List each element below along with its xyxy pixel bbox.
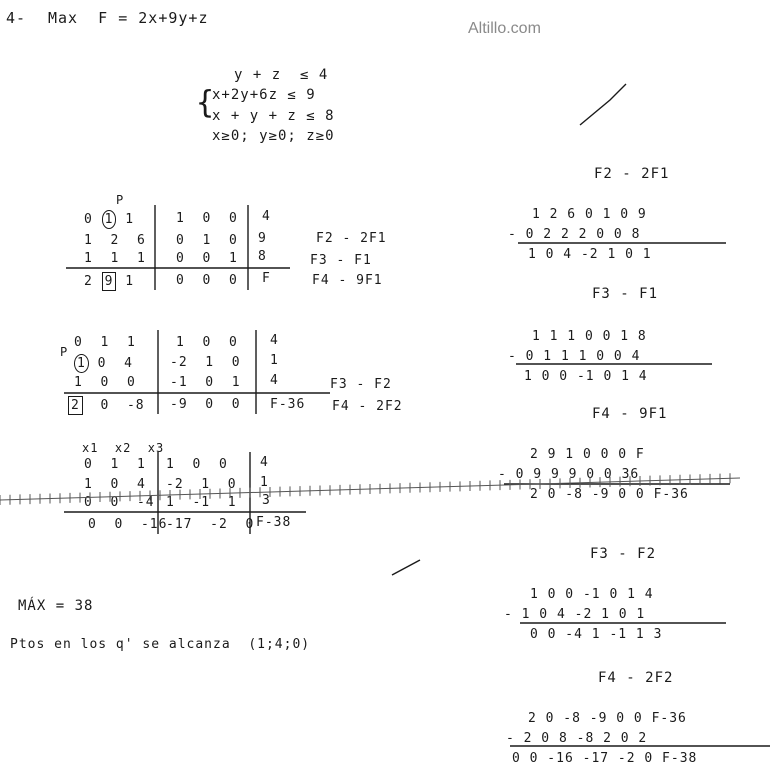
side-op-title: F3 - F1 [592,286,659,302]
side-op-row-a: 1 2 6 0 1 0 9 [532,207,647,222]
side-op-result: 1 0 0 -1 0 1 4 [524,369,648,384]
tableau-1-rhs: 8 [258,249,267,264]
tableau-3-rhs: F-38 [256,515,292,530]
tableau-3-row: 1 0 4 [84,477,146,492]
side-op-result: 2 0 -8 -9 0 0 F-36 [530,487,689,502]
side-op-row-b: - 2 0 8 -8 2 0 2 [506,731,648,746]
tableau-2-row: 0 1 1 [74,335,136,350]
side-op-result: 0 0 -4 1 -1 1 3 [530,627,663,642]
side-op-result: 1 0 4 -2 1 0 1 [528,247,652,262]
constraint-1: y + z ≤ 4 [234,67,329,83]
side-op-row-b: - 0 9 9 9 0 0 36 [498,467,640,482]
tableau-2-row-right: -1 0 1 [170,375,241,390]
side-op-row-b: - 1 0 4 -2 1 0 1 [504,607,646,622]
pen-mark [580,84,626,125]
tableau-1-rhs: 9 [258,231,267,246]
tableau-2-rhs: 4 [270,333,279,348]
side-op-row-b: - 0 2 2 2 0 0 8 [508,227,641,242]
side-op-title: F3 - F2 [590,546,657,562]
pivot-circle: 1 [102,210,117,229]
tableau-1-row-right: 1 0 0 [176,211,238,226]
constraint-nonneg: x≥0; y≥0; z≥0 [212,128,335,144]
tableau-3-row: 0 1 1 [84,457,146,472]
tableau-3-rhs: 1 [260,475,269,490]
watermark: Altillo.com [468,20,541,37]
tableau-1-row-right: 0 1 0 [176,233,238,248]
tableau-2-rhs: F-36 [270,397,306,412]
tableau-3-row-right: -2 1 0 [166,477,237,492]
optimal-point: Ptos en los q' se alcanza (1;4;0) [10,637,311,652]
row-operation: F3 - F1 [310,253,372,268]
pivot-box: 2 [68,396,83,415]
side-op-title: F4 - 2F2 [598,670,674,686]
tableau-1-rhs: 4 [262,209,271,224]
tableau-1-row: 1 2 6 [84,233,146,248]
tableau-2-rhs: 1 [270,353,279,368]
side-op-row-a: 2 0 -8 -9 0 0 F-36 [528,711,687,726]
tableau-3-row-right: 1 -1 1 [166,495,237,510]
tableau-3-row-right: -17 -2 0 [166,517,255,532]
tableau-2-row-right: -9 0 0 [170,397,241,412]
pivot-mark-1: P [116,193,125,207]
row-operation: F2 - 2F1 [316,231,387,246]
pen-mark [392,560,420,575]
max-value: MÁX = 38 [18,598,94,614]
objective-function: Max F = 2x+9y+z [48,9,209,27]
tableau-2-row-right: -2 1 0 [170,355,241,370]
constraint-2: x+2y+6z ≤ 9 [212,87,316,103]
row-operation: F4 - 9F1 [312,273,383,288]
tableau-1-row-right: 0 0 0 [176,273,238,288]
side-op-row-a: 2 9 1 0 0 0 F [530,447,645,462]
tableau-3-row: 0 0 -4 [84,495,155,510]
tableau-3-row-right: 1 0 0 [166,457,228,472]
row-operation: F4 - 2F2 [332,399,403,414]
tableau-1-row: 2 9 1 [84,274,135,289]
tableau-1-rhs: F [262,271,271,286]
tableau-1-row: 1 1 1 [84,251,146,266]
tableau-2-row: 2 0 -8 [68,396,145,415]
row-operation: F3 - F2 [330,377,392,392]
problem-number: 4- [6,9,27,27]
side-op-row-b: - 0 1 1 1 0 0 4 [508,349,641,364]
tableau-2-row-right: 1 0 0 [176,335,238,350]
tableau-2-row: 1 0 0 [74,375,136,390]
tableau-2-rhs: 4 [270,373,279,388]
side-op-row-a: 1 1 1 0 0 1 8 [532,329,647,344]
tableau-2-row: 1 0 4 [74,354,133,373]
pivot-circle: 1 [74,354,89,373]
tableau-1-row: 0 1 1 [84,212,135,227]
side-op-result: 0 0 -16 -17 -2 0 F-38 [512,751,698,766]
side-op-row-a: 1 0 0 -1 0 1 4 [530,587,654,602]
tableau-3-rhs: 3 [262,493,271,508]
pivot-box: 9 [102,272,117,291]
constraint-3: x + y + z ≤ 8 [212,108,335,124]
side-op-title: F2 - 2F1 [594,166,670,182]
tableau-1-row-right: 0 0 1 [176,251,238,266]
pivot-mark-2: P [60,345,69,359]
variable-headers: x1 x2 x3 [82,441,165,455]
tableau-3-rhs: 4 [260,455,269,470]
constraint-brace: { [196,84,216,121]
tableau-3-row: 0 0 -16 [88,517,168,532]
side-op-title: F4 - 9F1 [592,406,668,422]
